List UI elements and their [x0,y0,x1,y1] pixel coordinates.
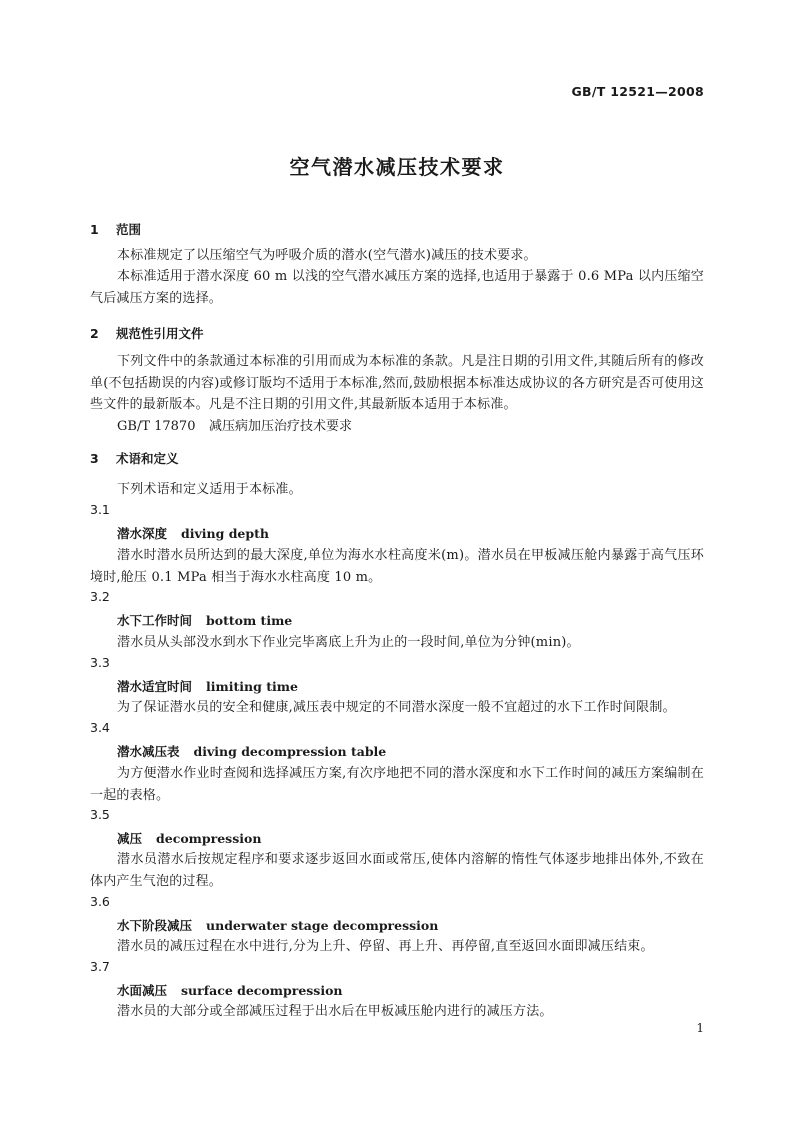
reference-title: 减压病加压治疗技术要求 [209,419,353,434]
term-definition: 潜水员从头部没水到水下作业完毕离底上升为止的一段时间,单位为分钟(min)。 [117,635,580,650]
section-number: 3 [90,451,99,466]
term-definition: 为了保证潜水员的安全和健康,减压表中规定的不同潜水深度一般不宜超过的水下工作时间限制。 [117,700,676,715]
term-heading [117,829,261,847]
term-zh: 潜水适宜时间 [117,679,193,694]
section-3-intro: 下列术语和定义适用于本标准。 [117,482,302,497]
section-1-paragraph-2: 本标准适用于潜水深度 60 m 以浅的空气潜水减压方案的选择,也适用于暴露于 0.6 MPa 以内压缩空气后减压方案的选择。 [90,269,704,306]
term-heading [117,916,438,934]
page-number: 1 [696,1021,704,1035]
term-heading [117,524,269,542]
term-heading [117,742,386,760]
section-title: 术语和定义 [116,451,179,466]
term-number: 3.4 [90,720,110,735]
term-number: 3.6 [90,894,110,909]
section-3-heading [90,449,179,467]
term-zh: 潜水深度 [117,526,168,541]
term-en: underwater stage decompression [206,918,439,933]
document-title: 空气潜水减压技术要求 [289,155,505,179]
term-number: 3.7 [90,959,110,974]
term-heading [117,611,292,629]
term-zh: 减压 [117,831,143,846]
term-definition: 为方便潜水作业时查阅和选择减压方案,有次序地把不同的潜水深度和水下工作时间的减压方案编制在一起的表格。 [90,766,704,803]
term-zh: 水面减压 [117,983,168,998]
term-heading [117,981,343,999]
term-heading [117,677,298,695]
term-number: 3.5 [90,807,110,822]
term-en: decompression [156,831,262,846]
section-2-paragraph-1: 下列文件中的条款通过本标准的引用而成为本标准的条款。凡是注日期的引用文件,其随后所有的修改单(不包括勘误的内容)或修订版均不适用于本标准,然而,鼓励根据本标准达成协议的各方研究是否可使用这些文件的最新版本。凡是不注日期的引用文件,其最新版本适用于本标准。 [90,354,704,412]
term-number: 3.1 [90,502,110,517]
term-number: 3.2 [90,589,110,604]
term-en: surface decompression [181,983,343,998]
section-number: 2 [90,326,99,341]
section-2-heading [90,324,204,342]
term-zh: 水下阶段减压 [117,918,193,933]
term-en: limiting time [206,679,298,694]
term-zh: 水下工作时间 [117,613,193,628]
section-number: 1 [90,222,99,237]
term-definition: 潜水员的减压过程在水中进行,分为上升、停留、再上升、再停留,直至返回水面即减压结束。 [117,939,654,954]
term-number: 3.3 [90,655,110,670]
term-en: bottom time [206,613,293,628]
standard-code: GB/T 12521—2008 [571,84,704,99]
section-title: 规范性引用文件 [116,326,204,341]
term-definition: 潜水时潜水员所达到的最大深度,单位为海水水柱高度米(m)。潜水员在甲板减压舱内暴露于高气压环境时,舱压 0.1 MPa 相当于海水水柱高度 10 m。 [90,548,704,585]
normative-reference [117,415,352,434]
section-1-paragraph-1: 本标准规定了以压缩空气为呼吸介质的潜水(空气潜水)减压的技术要求。 [117,248,537,263]
term-definition: 潜水员潜水后按规定程序和要求逐步返回水面或常压,使体内溶解的惰性气体逐步地排出体外,不致在体内产生气泡的过程。 [90,852,704,889]
section-title: 范围 [116,222,142,237]
term-zh: 潜水减压表 [117,744,180,759]
section-1-heading [90,220,141,238]
term-en: diving decompression table [193,744,387,759]
term-definition: 潜水员的大部分或全部减压过程于出水后在甲板减压舱内进行的减压方法。 [117,1004,553,1019]
term-en: diving depth [181,526,269,541]
reference-code: GB/T 17870 [117,419,196,434]
